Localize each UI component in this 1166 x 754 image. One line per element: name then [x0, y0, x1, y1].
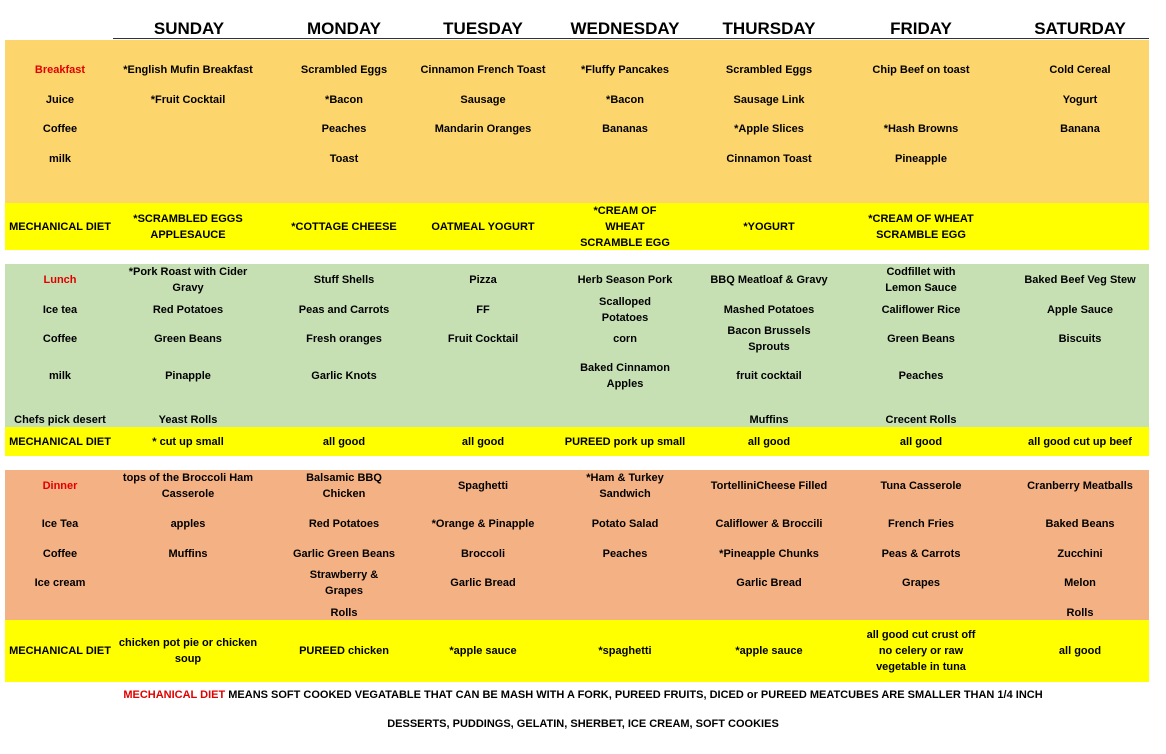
day-header-thursday: THURSDAY: [722, 19, 816, 38]
lunch-menu-item: [1011, 360, 1149, 392]
breakfast-menu-item: Sausage: [460, 94, 506, 106]
dinner-menu-item: TortelliniCheese Filled: [710, 480, 828, 492]
lunch-menu-item: Scalloped Potatoes: [599, 296, 651, 324]
dinner-menu-item: tops of the Broccoli Ham Casserole: [122, 472, 254, 500]
lunch-menu-item: Fruit Cocktail: [447, 333, 519, 345]
breakfast-menu-item: *Fruit Cocktail: [150, 94, 226, 106]
breakfast-row-label: Coffee: [42, 123, 78, 135]
dinner-menu-item: Spaghetti: [457, 480, 509, 492]
footer-definition: MEANS SOFT COOKED VEGATABLE THAT CAN BE MASH WITH A FORK, PUREED FRUITS, DICED or PUREED MEATCUBES ARE SMALLER THAN 1/4 INCH: [225, 689, 1043, 701]
footer-note-line1: [0, 689, 1166, 701]
dinner-menu-item: Balsamic BBQ Chicken: [306, 472, 382, 500]
lunch-menu-item: Pizza: [469, 274, 497, 286]
breakfast-mechanical-item: OATMEAL YOGURT: [431, 220, 535, 233]
dinner-menu-item: Muffins: [168, 548, 208, 560]
breakfast-menu-item: Cinnamon Toast: [726, 153, 812, 165]
dinner-menu-item: *Pineapple Chunks: [719, 548, 819, 560]
lunch-mechanical-item: all good: [747, 435, 791, 448]
day-header-wednesday: WEDNESDAY: [570, 19, 680, 38]
breakfast-mechanical-item: *COTTAGE CHEESE: [291, 220, 397, 233]
lunch-menu-item: Herb Season Pork: [577, 274, 673, 286]
dinner-menu-item: Melon: [1064, 577, 1096, 589]
breakfast-menu-item: *Hash Browns: [883, 123, 959, 135]
dinner-menu-item: Rolls: [1066, 607, 1094, 619]
breakfast-row-label: Juice: [45, 94, 75, 106]
lunch-menu-item: Green Beans: [154, 333, 222, 345]
lunch-mechanical-item: * cut up small: [152, 435, 224, 448]
dinner-menu-item: *Orange & Pinapple: [431, 518, 535, 530]
lunch-menu-item: fruit cocktail: [736, 370, 802, 382]
breakfast-mechanical-item: [1011, 203, 1149, 250]
dinner-menu-item: *Ham & Turkey Sandwich: [586, 472, 664, 500]
lunch-menu-item: Baked Beef Veg Stew: [1024, 274, 1136, 286]
dinner-menu-item: apples: [170, 518, 206, 530]
lunch-row-label: Ice tea: [42, 304, 78, 316]
dinner-menu-item: Califlower & Broccili: [715, 518, 823, 530]
lunch-row-label: Chefs pick desert: [14, 414, 106, 426]
breakfast-menu-item: *Fluffy Pancakes: [580, 64, 670, 76]
dinner-menu-item: Zucchini: [1057, 548, 1103, 560]
dinner-menu-item: [555, 567, 695, 599]
dinner-mechanical-label: MECHANICAL DIET: [9, 645, 111, 657]
lunch-menu-item: [416, 360, 551, 392]
dinner-mechanical-item: PUREED chicken: [299, 645, 389, 657]
dinner-menu-item: Garlic Bread: [450, 577, 516, 589]
dinner-menu-item: Tuna Casserole: [880, 480, 962, 492]
lunch-menu-item: Green Beans: [887, 333, 955, 345]
dinner-menu-item: [113, 567, 263, 599]
day-header-sunday: SUNDAY: [153, 19, 225, 38]
breakfast-menu-item: Banana: [1060, 123, 1100, 135]
day-header-monday: MONDAY: [307, 19, 381, 38]
dinner-menu-item: Grapes: [902, 577, 940, 589]
lunch-mechanical-item: all good: [899, 435, 943, 448]
breakfast-menu-item: Peaches: [321, 123, 367, 135]
dinner-menu-item: Baked Beans: [1045, 518, 1115, 530]
dinner-row-label: Coffee: [42, 548, 78, 560]
dinner-menu-item: Red Potatoes: [308, 518, 380, 530]
breakfast-menu-item: [555, 151, 695, 167]
lunch-menu-item: FF: [476, 304, 490, 316]
breakfast-menu-item: Cinnamon French Toast: [420, 64, 546, 76]
breakfast-menu-item: [1011, 151, 1149, 167]
lunch-menu-item: Peaches: [898, 370, 944, 382]
breakfast-menu-item: Mandarin Oranges: [434, 123, 532, 135]
breakfast-menu-item: [416, 151, 551, 167]
lunch-mechanical-item: PUREED pork up small: [564, 435, 686, 448]
breakfast-mechanical-item: *CREAM OF WHEAT SCRAMBLE EGG: [868, 212, 974, 241]
lunch-row-label: Lunch: [43, 274, 77, 286]
lunch-menu-item: Red Potatoes: [152, 304, 224, 316]
lunch-menu-item: Califlower Rice: [881, 304, 961, 316]
breakfast-mechanical-item: *YOGURT: [743, 220, 795, 233]
breakfast-menu-item: Scrambled Eggs: [725, 64, 813, 76]
breakfast-menu-item: *Bacon: [606, 94, 644, 106]
breakfast-menu-item: *English Mufin Breakfast: [123, 64, 253, 76]
dinner-mechanical-item: *apple sauce: [449, 645, 517, 657]
breakfast-menu-item: Bananas: [602, 123, 648, 135]
lunch-menu-item: Peas and Carrots: [298, 304, 390, 316]
lunch-mechanical-label: MECHANICAL DIET: [9, 435, 111, 448]
lunch-menu-item: BBQ Meatloaf & Gravy: [710, 274, 828, 286]
breakfast-menu-item: Yogurt: [1062, 94, 1098, 106]
dinner-mechanical-item: *apple sauce: [735, 645, 803, 657]
lunch-menu-item: Stuff Shells: [313, 274, 375, 286]
day-header-tuesday: TUESDAY: [443, 19, 523, 38]
lunch-menu-item: Pinapple: [165, 370, 211, 382]
dinner-row-label: Dinner: [42, 480, 78, 492]
breakfast-row-label: milk: [48, 153, 71, 165]
day-header-saturday: SATURDAY: [1034, 19, 1126, 38]
dinner-mechanical-item: all good cut crust off no celery or raw vegetable in tuna: [866, 629, 976, 673]
dinner-menu-item: Rolls: [330, 607, 358, 619]
dinner-mechanical-item: *spaghetti: [598, 645, 652, 657]
lunch-menu-item: Biscuits: [1058, 333, 1102, 345]
dinner-menu-item: Broccoli: [460, 548, 505, 560]
lunch-mechanical-item: all good: [461, 435, 505, 448]
dinner-row-label: Ice Tea: [41, 518, 79, 530]
lunch-menu-item: Crecent Rolls: [885, 414, 957, 426]
lunch-menu-item: Baked Cinnamon Apples: [580, 362, 670, 390]
breakfast-menu-item: Pineapple: [895, 153, 947, 165]
dinner-menu-item: Strawberry & Grapes: [309, 569, 379, 597]
dinner-menu-item: Peaches: [602, 548, 648, 560]
dinner-menu-item: Potato Salad: [591, 518, 659, 530]
dinner-menu-item: Garlic Bread: [736, 577, 802, 589]
lunch-mechanical-item: all good: [322, 435, 366, 448]
breakfast-menu-item: [846, 92, 996, 108]
lunch-row-label: milk: [48, 370, 71, 382]
dinner-menu-item: French Fries: [887, 518, 955, 530]
breakfast-menu-item: *Bacon: [325, 94, 363, 106]
lunch-menu-item: Yeast Rolls: [158, 414, 218, 426]
breakfast-row-label: Breakfast: [34, 64, 86, 76]
breakfast-mechanical-item: *SCRAMBLED EGGS APPLESAUCE: [133, 212, 243, 241]
lunch-menu-item: Mashed Potatoes: [723, 304, 815, 316]
lunch-mechanical-item: all good cut up beef: [1028, 435, 1132, 448]
breakfast-mechanical-item: *CREAM OF WHEAT SCRAMBLE EGG: [580, 204, 670, 249]
lunch-menu-item: Apple Sauce: [1046, 304, 1114, 316]
breakfast-menu-item: Sausage Link: [733, 94, 805, 106]
lunch-menu-item: Fresh oranges: [306, 333, 382, 345]
footer-term: MECHANICAL DIET: [123, 689, 226, 701]
breakfast-menu-item: Scrambled Eggs: [300, 64, 388, 76]
lunch-menu-item: *Pork Roast with Cider Gravy: [128, 266, 248, 294]
dinner-menu-item: Cranberry Meatballs: [1027, 480, 1133, 492]
day-header-row: [0, 0, 1166, 40]
day-header-friday: FRIDAY: [890, 19, 952, 38]
dinner-row-label: Ice cream: [34, 577, 86, 589]
breakfast-menu-item: [113, 151, 263, 167]
breakfast-menu-item: Cold Cereal: [1049, 64, 1111, 76]
lunch-menu-item: Muffins: [749, 414, 789, 426]
breakfast-menu-item: Chip Beef on toast: [872, 64, 970, 76]
footer-note-line2: DESSERTS, PUDDINGS, GELATIN, SHERBET, ICE CREAM, SOFT COOKIES: [387, 718, 779, 730]
breakfast-menu-item: *Apple Slices: [734, 123, 804, 135]
breakfast-menu-item: Toast: [329, 153, 359, 165]
lunch-menu-item: Bacon Brussels Sprouts: [727, 325, 811, 353]
dinner-mechanical-item: chicken pot pie or chicken soup: [118, 637, 258, 665]
dinner-menu-item: Garlic Green Beans: [292, 548, 396, 560]
lunch-row-label: Coffee: [42, 333, 78, 345]
dinner-mechanical-item: all good: [1058, 645, 1102, 657]
breakfast-menu-item: [113, 121, 263, 137]
lunch-menu-item: corn: [613, 333, 637, 345]
lunch-menu-item: Codfillet with Lemon Sauce: [885, 266, 957, 294]
lunch-menu-item: Garlic Knots: [311, 370, 377, 382]
breakfast-mechanical-label: MECHANICAL DIET: [9, 220, 111, 233]
dinner-menu-item: Peas & Carrots: [881, 548, 961, 560]
